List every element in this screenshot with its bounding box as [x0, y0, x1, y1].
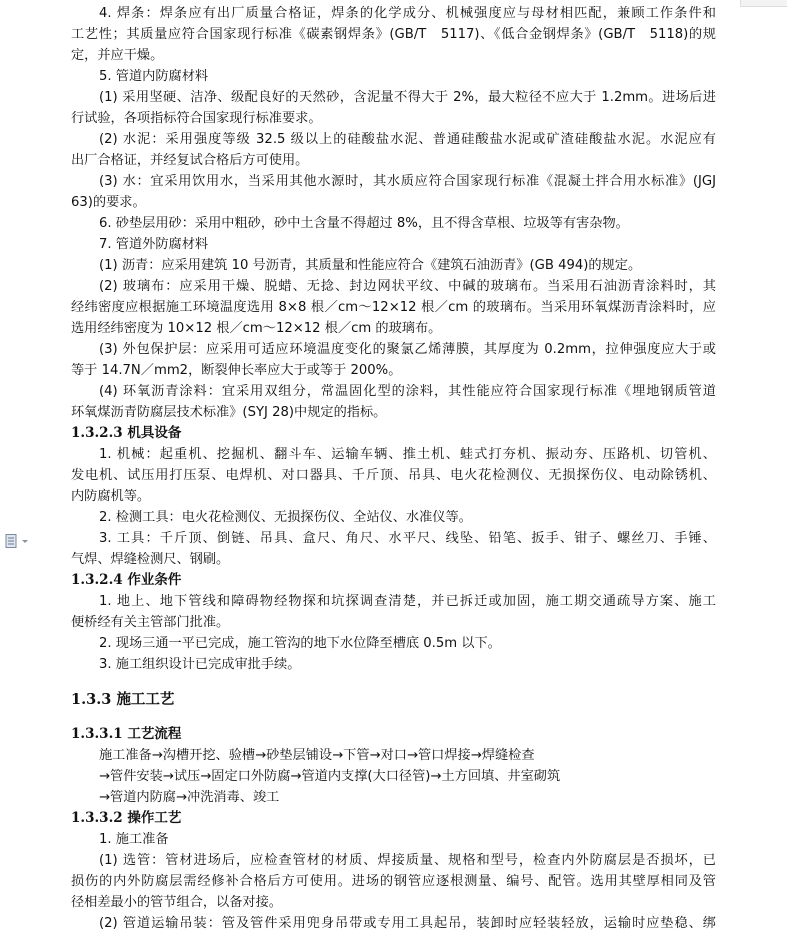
text-line: 等于 14.7N／mm2，断裂伸长率应大于或等于 200%。: [71, 363, 402, 378]
heading-title: 施工工艺: [116, 691, 175, 708]
text-line: 2. 现场三通一平已完成，施工管沟的地下水位降至槽底 0.5m 以下。: [99, 636, 501, 651]
section-heading-equipment: [71, 423, 181, 444]
heading-number: 1.3.2.4: [71, 572, 123, 588]
heading-title: 工艺流程: [127, 726, 182, 742]
text-line: 定，并应干燥。: [71, 48, 164, 63]
text-line: 3. 施工组织设计已完成审批手续。: [99, 657, 301, 672]
text-line: (4) 环氧沥青涂料：宜采用双组分，常温固化型的涂料，其性能应符合国家现行标准《埋地钢质管道: [99, 384, 716, 399]
text-line: (2) 水泥：采用强度等级 32.5 级以上的硅酸盐水泥、普通硅酸盐水泥或矿渣硅酸盐水泥。水泥应有: [99, 132, 716, 147]
document-options-icon[interactable]: [5, 533, 31, 547]
text-line: 6. 砂垫层用砂：采用中粗砂，砂中土含量不得超过 8%，且不得含草根、垃圾等有害杂物。: [99, 216, 629, 231]
text-line: 便桥经有关主管部门批准。: [71, 615, 230, 630]
section-heading-process: [71, 689, 174, 710]
text-line: (1) 采用坚硬、洁净、级配良好的天然砂，含泥量不得大于 2%，最大粒径不应大于 1.2mm。进场后进: [99, 90, 716, 105]
text-line: 选用经纬密度为 10×12 根／cm～12×12 根／cm 的玻璃布。: [71, 321, 442, 336]
text-line: 内防腐机等。: [71, 489, 151, 504]
text-line: (1) 选管：管材进场后，应检查管材的材质、焊接质量、规格和型号，检查内外防腐层是否损坏，已: [99, 853, 716, 868]
text-line: →管道内防腐→冲洗消毒、竣工: [99, 790, 280, 805]
text-line: 1. 地上、地下管线和障碍物经物探和坑探调查清楚，并已拆迁或加固，施工期交通疏导方案、施工: [99, 594, 716, 609]
text-line: (1) 沥青：应采用建筑 10 号沥青，其质量和性能应符合《建筑石油沥青》(GB 494)的规定。: [99, 258, 642, 273]
text-line: 5. 管道内防腐材料: [99, 69, 209, 84]
text-line: 行试验，各项指标符合国家现行标准要求。: [71, 111, 322, 126]
heading-title: 作业条件: [127, 572, 182, 588]
heading-number: 1.3.3: [71, 691, 112, 708]
section-heading-flow: [71, 724, 181, 745]
text-line: 损伤的内外防腐层需经修补合格后方可使用。进场的钢管应逐根测量、编号、配管。选用其壁厚相同及管: [71, 874, 716, 889]
section-heading-conditions: [71, 570, 181, 591]
text-line: (2) 管道运输吊装：管及管件采用兜身吊带或专用工具起吊，装卸时应轻装轻放，运输时应垫稳、绑: [99, 916, 716, 931]
text-line: (3) 水：宜采用饮用水，当采用其他水源时，其水质应符合国家现行标准《混凝土拌合用水标准》(JGJ: [99, 174, 716, 189]
text-line: 径相差最小的管节组合，以备对接。: [71, 895, 282, 910]
heading-number: 1.3.3.1: [71, 726, 123, 742]
text-line: 7. 管道外防腐材料: [99, 237, 209, 252]
text-line: 3. 工具：千斤顶、倒链、吊具、盒尺、角尺、水平尺、线坠、铅笔、扳手、钳子、螺丝刀、手锤、: [99, 531, 716, 546]
section-heading-operations: [71, 808, 181, 829]
scrollbar-track[interactable]: [740, 0, 787, 7]
text-line: 施工准备→沟槽开挖、验槽→砂垫层铺设→下管→对口→管口焊接→焊缝检查: [99, 748, 535, 763]
text-line: 63)的要求。: [71, 195, 146, 210]
text-line: (3) 外包保护层：应采用可适应环境温度变化的聚氯乙烯薄膜，其厚度为 0.2mm，拉伸强度应大于或: [99, 342, 716, 357]
heading-title: 机具设备: [127, 425, 182, 441]
text-line: 发电机、试压用打压泵、电焊机、对口器具、千斤顶、吊具、电火花检测仪、无损探伤仪、电动除锈机、: [71, 468, 716, 483]
text-line: 1. 机械：起重机、挖掘机、翻斗车、运输车辆、推土机、蛙式打夯机、振动夯、压路机、切管机、: [99, 447, 716, 462]
text-line: 出厂合格证，并经复试合格后方可使用。: [71, 153, 309, 168]
text-line: 气焊、焊缝检测尺、钢刷。: [71, 552, 230, 567]
text-line: (2) 玻璃布：应采用干燥、脱蜡、无捻、封边网状平纹、中碱的玻璃布。当采用石油沥青涂料时，其: [99, 279, 716, 294]
text-line: →管件安装→试压→固定口外防腐→管道内支撑(大口径管)→土方回填、井室砌筑: [99, 769, 561, 784]
heading-number: 1.3.3.2: [71, 810, 123, 826]
text-line: 1. 施工准备: [99, 832, 169, 847]
heading-title: 操作工艺: [127, 810, 182, 826]
text-line: 环氧煤沥青防腐层技术标准》(SYJ 28)中规定的指标。: [71, 405, 387, 420]
text-line: 4. 焊条：焊条应有出厂质量合格证，焊条的化学成分、机械强度应与母材相匹配，兼顾工作条件和: [99, 6, 716, 21]
text-line: 工艺性；其质量应符合国家现行标准《碳素钢焊条》(GB/T 5117)、《低合金钢焊条》(GB/T 5118)的规: [71, 27, 716, 42]
text-line: 2. 检测工具：电火花检测仪、无损探伤仪、全站仪、水准仪等。: [99, 510, 472, 525]
text-line: 经纬密度应根据施工环境温度选用 8×8 根／cm～12×12 根／cm 的玻璃布。当采用环氧煤沥青涂料时，应: [71, 300, 716, 315]
heading-number: 1.3.2.3: [71, 425, 123, 441]
